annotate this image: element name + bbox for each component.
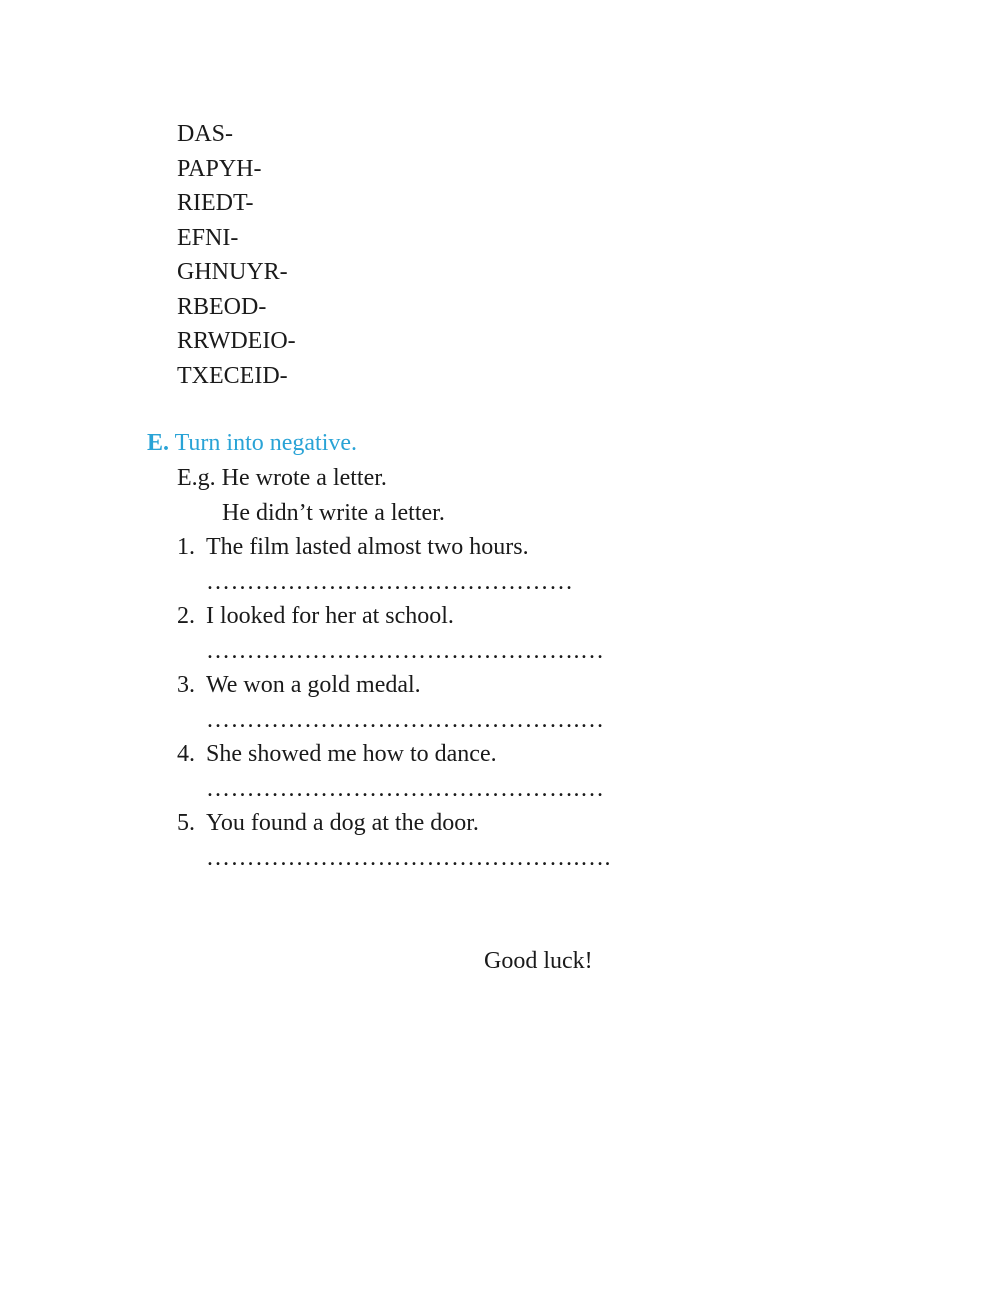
example-prompt: E.g. He wrote a letter. — [177, 465, 387, 491]
answer-blank[interactable]: ……………………………………….… — [206, 706, 605, 733]
answer-blank[interactable]: ……………………………………… — [206, 568, 574, 595]
section-instruction: Turn into negative. — [174, 430, 358, 456]
exercise-sentence: We won a gold medal. — [206, 672, 421, 698]
exercise-item — [177, 737, 611, 806]
exercise-sentence: She showed me how to dance. — [206, 741, 497, 767]
scrambled-word: TXECEID- — [177, 362, 288, 389]
exercise-item — [177, 530, 611, 599]
answer-blank[interactable]: ……………………………………….… — [206, 775, 605, 802]
exercise-sentence: The film lasted almost two hours. — [206, 534, 529, 560]
section-letter: E. — [147, 430, 170, 456]
exercise-sentence: You found a dog at the door. — [206, 810, 479, 836]
exercise-item — [177, 599, 611, 668]
example-answer: He didn’t write a letter. — [222, 499, 445, 526]
scrambled-word: RIEDT- — [177, 190, 254, 216]
exercise-list — [177, 530, 611, 875]
exercise-number: 4. — [177, 741, 195, 767]
answer-blank[interactable]: ……………………………………….…. — [206, 844, 611, 871]
scrambled-word: DAS- — [177, 121, 234, 147]
scrambled-word: RBEOD- — [177, 293, 267, 320]
scrambled-word: EFNI- — [177, 224, 239, 251]
answer-blank[interactable]: ……………………………………….… — [206, 637, 605, 664]
scrambled-word: GHNUYR- — [177, 259, 288, 285]
exercise-item — [177, 668, 611, 737]
exercise-number: 2. — [177, 603, 195, 629]
scrambled-word: PAPYH- — [177, 155, 262, 182]
exercise-number: 3. — [177, 672, 195, 698]
scrambled-word: RRWDEIO- — [177, 328, 296, 354]
exercise-number: 1. — [177, 534, 195, 560]
exercise-sentence: I looked for her at school. — [206, 603, 454, 629]
closing-note: Good luck! — [484, 948, 593, 974]
section-e-heading — [147, 426, 357, 460]
exercise-number: 5. — [177, 810, 195, 836]
example-block — [177, 461, 445, 530]
scrambled-word-list — [177, 117, 296, 393]
exercise-item — [177, 806, 611, 875]
